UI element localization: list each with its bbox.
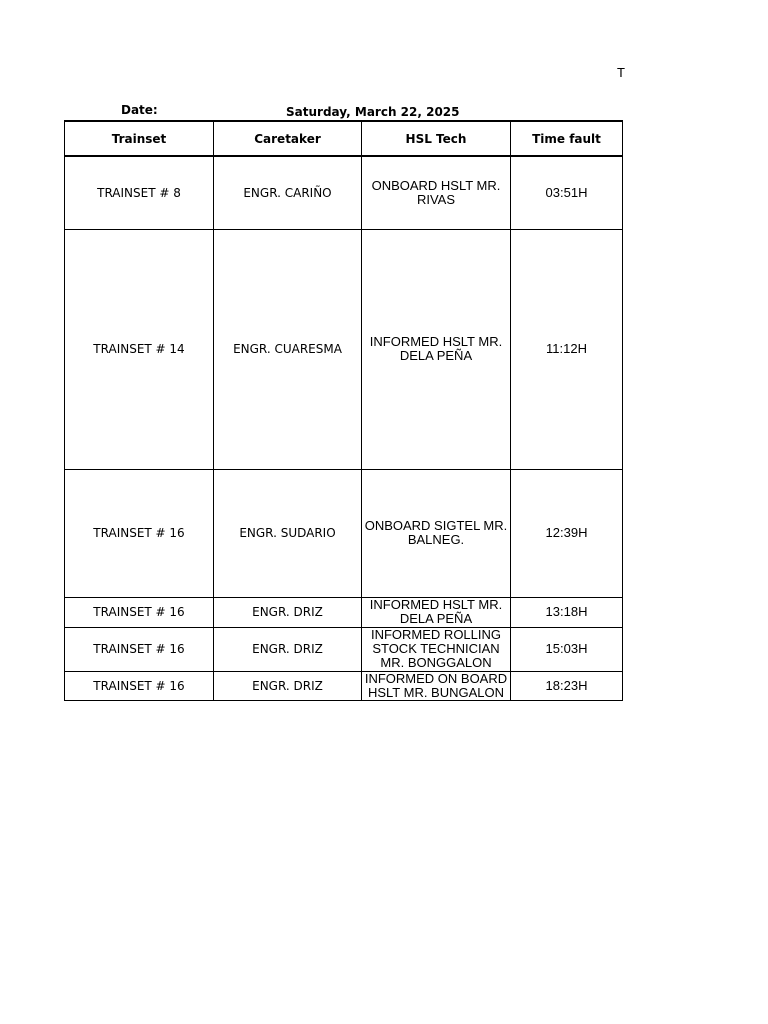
header-hsl-tech: HSL Tech	[362, 121, 511, 156]
cell-time-fault: 12:39H	[511, 469, 623, 597]
header-time-fault: Time fault	[511, 121, 623, 156]
cell-time-fault: 11:12H	[511, 229, 623, 469]
cell-caretaker: ENGR. DRIZ	[214, 671, 362, 700]
cell-time-fault: 03:51H	[511, 156, 623, 229]
table-row	[65, 627, 623, 671]
table-header-row	[65, 121, 623, 156]
table-row	[65, 229, 623, 469]
cell-caretaker: ENGR. CARIÑO	[214, 156, 362, 229]
cell-trainset: TRAINSET # 16	[65, 597, 214, 627]
cell-trainset: TRAINSET # 16	[65, 469, 214, 597]
cell-hsl-tech: INFORMED ON BOARD HSLT MR. BUNGALON	[362, 671, 511, 700]
cell-time-fault: 15:03H	[511, 627, 623, 671]
cell-hsl-tech: ONBOARD SIGTEL MR. BALNEG.	[362, 469, 511, 597]
cell-time-fault: 13:18H	[511, 597, 623, 627]
cell-trainset: TRAINSET # 8	[65, 156, 214, 229]
table-row	[65, 469, 623, 597]
header-caretaker: Caretaker	[214, 121, 362, 156]
table-row	[65, 671, 623, 700]
cell-caretaker: ENGR. DRIZ	[214, 627, 362, 671]
cell-hsl-tech: INFORMED ROLLING STOCK TECHNICIAN MR. BONGGALON	[362, 627, 511, 671]
fault-log-table	[64, 120, 623, 701]
date-label: Date:	[121, 103, 158, 117]
cell-caretaker: ENGR. DRIZ	[214, 597, 362, 627]
page-corner-mark: T	[617, 66, 625, 80]
table-row	[65, 597, 623, 627]
cell-trainset: TRAINSET # 16	[65, 671, 214, 700]
cell-trainset: TRAINSET # 16	[65, 627, 214, 671]
header-trainset: Trainset	[65, 121, 214, 156]
cell-hsl-tech: INFORMED HSLT MR. DELA PEÑA	[362, 597, 511, 627]
cell-trainset: TRAINSET # 14	[65, 229, 214, 469]
cell-caretaker: ENGR. CUARESMA	[214, 229, 362, 469]
cell-caretaker: ENGR. SUDARIO	[214, 469, 362, 597]
cell-time-fault: 18:23H	[511, 671, 623, 700]
table-row	[65, 156, 623, 229]
date-value: Saturday, March 22, 2025	[286, 105, 460, 119]
cell-hsl-tech: INFORMED HSLT MR. DELA PEÑA	[362, 229, 511, 469]
cell-hsl-tech: ONBOARD HSLT MR. RIVAS	[362, 156, 511, 229]
